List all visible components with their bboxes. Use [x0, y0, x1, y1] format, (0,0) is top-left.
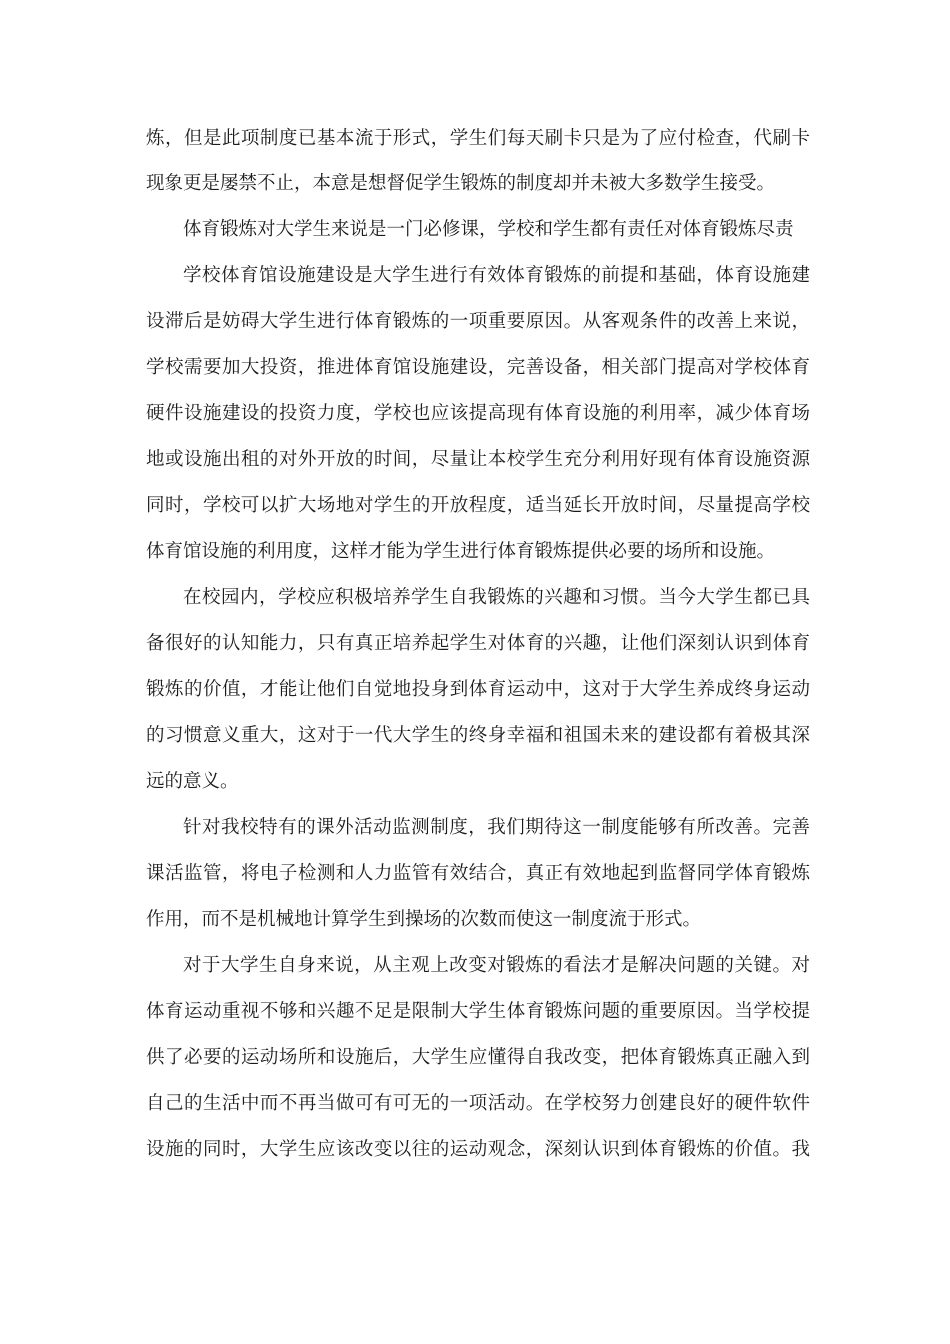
text-line: 设施的同时，大学生应该改变以往的运动观念，深刻认识到体育锻炼的价值。我 [146, 1139, 810, 1160]
text-line: 备很好的认知能力，只有真正培养起学生对体育的兴趣，让他们深刻认识到体育 [146, 633, 810, 654]
text-line: 学校需要加大投资，推进体育馆设施建设，完善设备，相关部门提高对学校体育 [146, 357, 810, 378]
text-line: 现象更是屡禁不止，本意是想督促学生锻炼的制度却并未被大多数学生接受。 [146, 173, 776, 194]
text-line: 硬件设施建设的投资力度，学校也应该提高现有体育设施的利用率，减少体育场 [146, 403, 810, 424]
text-line: 同时，学校可以扩大场地对学生的开放程度，适当延长开放时间，尽量提高学校 [146, 495, 810, 516]
text-line: 的习惯意义重大，这对于一代大学生的终身幸福和祖国未来的建设都有着极其深 [146, 725, 810, 746]
text-line: 针对我校特有的课外活动监测制度，我们期待这一制度能够有所改善。完善 [183, 817, 810, 838]
text-line: 远的意义。 [146, 771, 239, 792]
text-line: 锻炼的价值，才能让他们自觉地投身到体育运动中，这对于大学生养成终身运动 [146, 679, 810, 700]
text-line: 自己的生活中而不再当做可有可无的一项活动。在学校努力创建良好的硬件软件 [146, 1093, 810, 1114]
text-line: 炼，但是此项制度已基本流于形式，学生们每天刷卡只是为了应付检查，代刷卡 [146, 128, 810, 149]
text-line: 在校园内，学校应积极培养学生自我锻炼的兴趣和习惯。当今大学生都已具 [183, 587, 810, 608]
text-line: 对于大学生自身来说，从主观上改变对锻炼的看法才是解决问题的关键。对 [183, 955, 810, 976]
text-line: 设滞后是妨碍大学生进行体育锻炼的一项重要原因。从客观条件的改善上来说， [146, 311, 810, 332]
text-line: 作用，而不是机械地计算学生到操场的次数而使这一制度流于形式。 [146, 909, 702, 930]
text-line: 地或设施出租的对外开放的时间，尽量让本校学生充分利用好现有体育设施资源 [146, 449, 810, 470]
text-line: 课活监管，将电子检测和人力监管有效结合，真正有效地起到监督同学体育锻炼 [146, 863, 810, 884]
text-line: 体育运动重视不够和兴趣不足是限制大学生体育锻炼问题的重要原因。当学校提 [146, 1001, 810, 1022]
text-line: 体育锻炼对大学生来说是一门必修课，学校和学生都有责任对体育锻炼尽责 [183, 219, 794, 240]
text-line: 体育馆设施的利用度，这样才能为学生进行体育锻炼提供必要的场所和设施。 [146, 541, 776, 562]
text-line: 学校体育馆设施建设是大学生进行有效体育锻炼的前提和基础，体育设施建 [183, 265, 810, 286]
text-line: 供了必要的运动场所和设施后，大学生应懂得自我改变，把体育锻炼真正融入到 [146, 1047, 810, 1068]
